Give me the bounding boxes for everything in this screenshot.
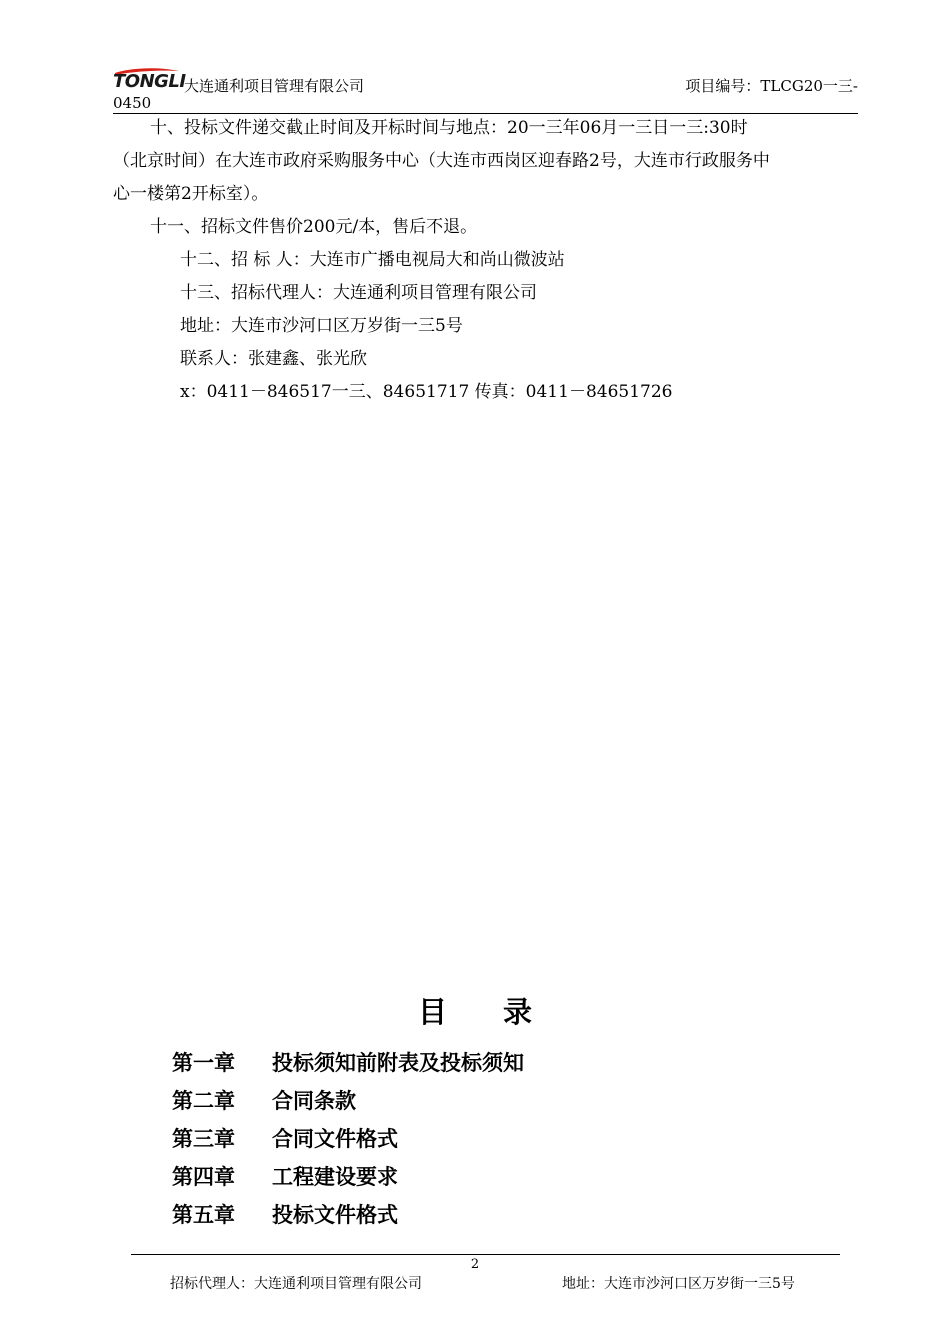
body-line: 联系人：张建鑫、张光欣 [180,349,367,369]
tongli-logo [113,66,186,94]
toc-chapter: 第三章 [172,1126,235,1151]
body-line: 十二、招 标 人：大连市广播电视局大和尚山微波站 [180,250,565,270]
toc-title: 目录 [417,995,588,1029]
toc-item [172,1161,398,1191]
body-line: 地址：大连市沙河口区万岁街一三5号 [180,316,463,336]
toc-chapter-title: 合同文件格式 [272,1126,398,1151]
toc-chapter: 第一章 [172,1050,235,1075]
toc-item [172,1085,356,1115]
toc-item [172,1199,398,1229]
toc-chapter: 第二章 [172,1088,235,1113]
toc-chapter-title: 合同条款 [272,1088,356,1113]
header-divider [113,113,858,114]
body-line: 十、投标文件递交截止时间及开标时间与地点：20一三年06月一三日一三:30时 [150,118,748,138]
footer-divider [131,1254,840,1255]
footer-address: 地址：大连市沙河口区万岁街一三5号 [562,1276,795,1292]
toc-item [172,1123,398,1153]
toc-chapter: 第五章 [172,1202,235,1227]
body-line: 心一楼第2开标室）。 [113,184,269,204]
logo-text: TONGLI [113,71,186,92]
header-project-number-continued: 0450 [113,94,152,112]
header-company-name: 大连通利项目管理有限公司 [184,77,365,95]
body-line: x：0411－846517一三、84651717 传真：0411－84651726 [180,382,673,402]
page-number: 2 [470,1257,480,1272]
toc-chapter-title: 投标须知前附表及投标须知 [272,1050,524,1075]
body-line: （北京时间）在大连市政府采购服务中心（大连市西岗区迎春路2号，大连市行政服务中 [113,151,770,171]
body-line: 十三、招标代理人：大连通利项目管理有限公司 [180,283,537,303]
toc-chapter-title: 工程建设要求 [272,1164,398,1189]
toc-item [172,1047,524,1077]
header-project-number: 项目编号：TLCG20一三- [685,77,858,95]
body-line: 十一、招标文件售价200元/本，售后不退。 [150,217,478,237]
toc-chapter-title: 投标文件格式 [272,1202,398,1227]
footer-agent: 招标代理人：大连通利项目管理有限公司 [170,1276,422,1292]
toc-chapter: 第四章 [172,1164,235,1189]
